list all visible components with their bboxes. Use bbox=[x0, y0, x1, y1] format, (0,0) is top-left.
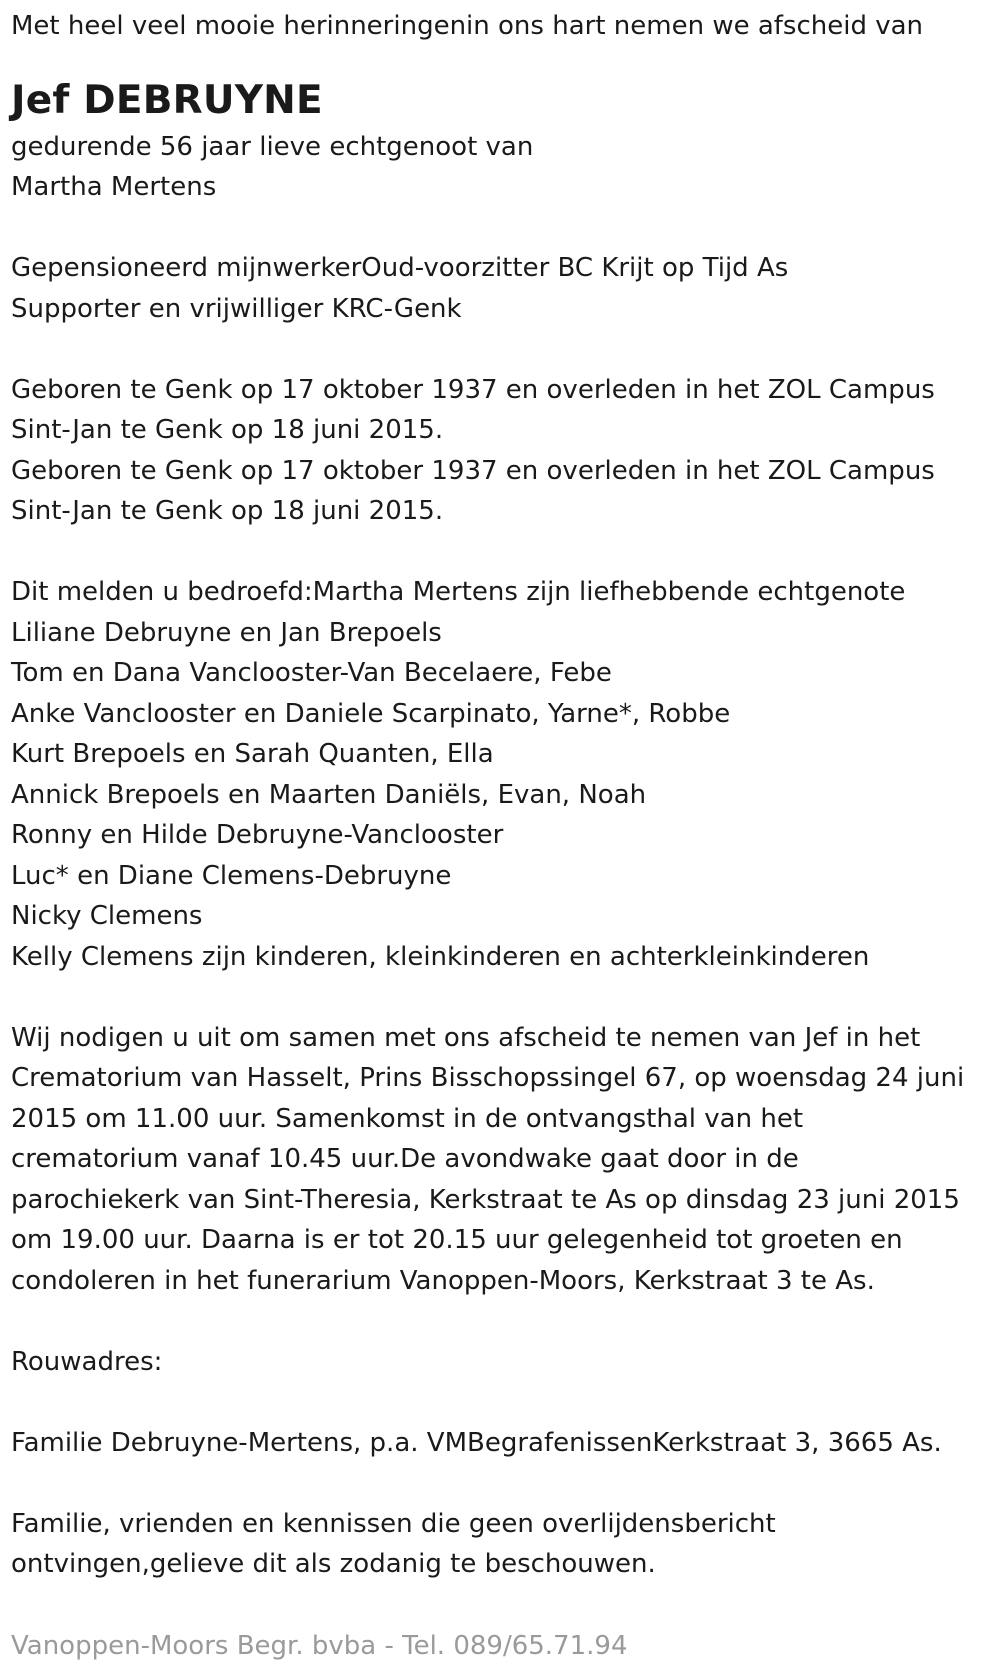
spacer bbox=[11, 329, 989, 370]
spouse-section bbox=[11, 127, 989, 208]
family-line: Anke Vanclooster en Daniele Scarpinato, Yarne*, Robbe bbox=[11, 698, 731, 729]
closing-line: ontvingen,gelieve dit als zodanig te beschouwen. bbox=[11, 1549, 656, 1579]
birth-death-line: Sint-Jan te Genk op 18 juni 2015. bbox=[11, 496, 444, 526]
deceased-name: Jef DEBRUYNE bbox=[11, 77, 323, 123]
spacer bbox=[11, 532, 989, 573]
intro-text: Met heel veel mooie herinneringenin ons hart nemen we afscheid van bbox=[11, 11, 924, 41]
closing-section bbox=[11, 1504, 989, 1585]
ceremony-line: Wij nodigen u uit om samen met ons afscheid te nemen van Jef in het bbox=[11, 1022, 921, 1053]
family-line: Liliane Debruyne en Jan Brepoels bbox=[11, 617, 442, 648]
family-line: Kurt Brepoels en Sarah Quanten, Ella bbox=[11, 739, 494, 769]
spacer bbox=[11, 977, 989, 1018]
family-line: Ronny en Hilde Debruyne-Vanclooster bbox=[11, 820, 504, 850]
role-line: Gepensioneerd mijnwerkerOud-voorzitter BC Krijt op Tijd As bbox=[11, 253, 789, 283]
funeral-home-footer: Vanoppen-Moors Begr. bvba - Tel. 089/65.71.94 bbox=[11, 1631, 628, 1661]
ceremony-line: Crematorium van Hasselt, Prins Bisschopssingel 67, op woensdag 24 juni bbox=[11, 1063, 965, 1093]
spouse-line: gedurende 56 jaar lieve echtgenoot van bbox=[11, 131, 534, 162]
ceremony-section bbox=[11, 1018, 989, 1302]
roles-section bbox=[11, 248, 989, 329]
family-line: Kelly Clemens zijn kinderen, kleinkinderen en achterkleinkinderen bbox=[11, 941, 870, 972]
closing-line: Familie, vrienden en kennissen die geen overlijdensbericht bbox=[11, 1508, 776, 1539]
ceremony-line: parochiekerk van Sint-Theresia, Kerkstraat te As op dinsdag 23 juni 2015 bbox=[11, 1184, 960, 1215]
birth-death-line: Geboren te Genk op 17 oktober 1937 en overleden in het ZOL Campus bbox=[11, 455, 935, 486]
mourning-address-label: Rouwadres: bbox=[11, 1346, 163, 1377]
spacer bbox=[11, 208, 989, 249]
family-section bbox=[11, 572, 989, 977]
family-line: Nicky Clemens bbox=[11, 901, 203, 931]
mourning-address: Familie Debruyne-Mertens, p.a. VMBegrafenissenKerkstraat 3, 3665 As. bbox=[11, 1427, 942, 1458]
spacer bbox=[11, 1382, 989, 1423]
birth-death-line: Sint-Jan te Genk op 18 juni 2015. bbox=[11, 415, 444, 445]
ceremony-line: 2015 om 11.00 uur. Samenkomst in de ontvangsthal van het bbox=[11, 1103, 804, 1134]
family-line: Luc* en Diane Clemens-Debruyne bbox=[11, 860, 452, 891]
family-line: Annick Brepoels en Maarten Daniëls, Evan, Noah bbox=[11, 779, 647, 810]
spouse-name: Martha Mertens bbox=[11, 172, 217, 202]
ceremony-line: condoleren in het funerarium Vanoppen-Moors, Kerkstraat 3 te As. bbox=[11, 1265, 875, 1296]
family-line: Tom en Dana Vanclooster-Van Becelaere, Febe bbox=[11, 658, 612, 688]
birth-death-section bbox=[11, 370, 989, 532]
spacer bbox=[11, 1463, 989, 1504]
ceremony-line: om 19.00 uur. Daarna is er tot 20.15 uur gelegenheid tot groeten en bbox=[11, 1225, 903, 1255]
birth-death-line: Geboren te Genk op 17 oktober 1937 en overleden in het ZOL Campus bbox=[11, 374, 935, 405]
role-line: Supporter en vrijwilliger KRC-Genk bbox=[11, 293, 462, 324]
family-line: Dit melden u bedroefd:Martha Mertens zijn liefhebbende echtgenote bbox=[11, 577, 906, 607]
spacer bbox=[11, 1301, 989, 1342]
ceremony-line: crematorium vanaf 10.45 uur.De avondwake gaat door in de bbox=[11, 1144, 799, 1174]
